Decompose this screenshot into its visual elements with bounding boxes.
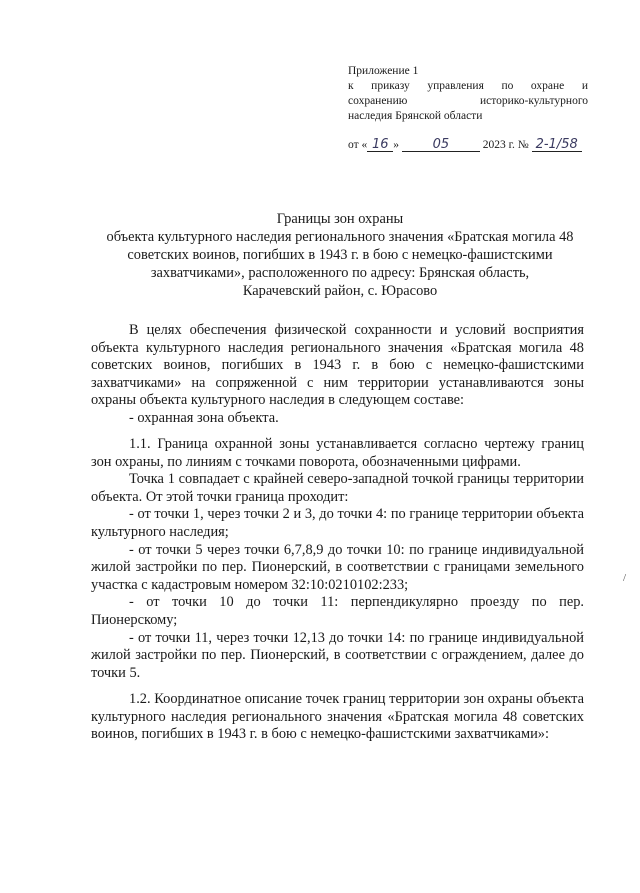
- appendix-title: Приложение 1: [348, 65, 419, 77]
- intro-list-item: - охранная зона объекта.: [129, 409, 279, 426]
- section-1-2-lead: 1.2. Координатное описание точек границ территории зон охраны объекта культурного наследия регионального значения «Братская могила 48 советских воинов, погибших в 1943 г. в бою с немецко-фашистскими захватчиками»:: [91, 691, 584, 743]
- appendix-line-1: к приказу управления по охране и: [348, 80, 588, 92]
- title-line-5: Карачевский район, с. Юрасово: [242, 283, 438, 299]
- appendix-line-2: сохранению историко-культурного: [348, 95, 588, 107]
- section-1-1-lead: 1.1. Граница охранной зоны устанавливается согласно чертежу границ зон охраны, по линиям с точками поворота, обозначенными цифрами.: [91, 436, 584, 470]
- order-year: 2023 г. №: [482, 139, 529, 151]
- section-1-1: [91, 436, 584, 682]
- title-line-3: советских воинов, погибших в 1943 г. в бою с немецко-фашистскими: [127, 247, 553, 263]
- document-title: [80, 210, 600, 300]
- boundary-item-1: - от точки 1, через точки 2 и 3, до точки 4: по границе территории объекта культурного наследия;: [91, 506, 584, 540]
- margin-mark: /: [623, 572, 627, 584]
- title-line-1: Границы зон охраны: [276, 211, 404, 227]
- title-line-4: захватчиками», расположенного по адресу: Брянская область,: [150, 265, 530, 281]
- boundary-item-2: - от точки 5 через точки 6,7,8,9 до точки 10: по границе индивидуальной жилой застройки по пер. Пионерский, в соответствии с границами земельного участка с кадастровым номером 32:10:0210102:233;: [91, 541, 584, 593]
- section-1-2: [91, 691, 584, 744]
- boundary-item-3: - от точки 10 до точки 11: перпендикулярно проезду по пер. Пионерскому;: [91, 594, 584, 628]
- boundary-item-4: - от точки 11, через точки 12,13 до точки 14: по границе индивидуальной жилой застройки по пер. Пионерский, в соответствии с ограждением, далее до точки 5.: [91, 629, 584, 681]
- order-prefix: от «: [348, 139, 368, 151]
- appendix-line-3: наследия Брянской области: [348, 110, 483, 122]
- order-number: 2-1/58: [532, 138, 582, 152]
- appendix-header: [348, 64, 588, 124]
- intro-paragraph: В целях обеспечения физической сохранности и условий восприятия объекта культурного наследия регионального значения «Братская могила 48 советских воинов, погибших в 1943 г. в бою с немецко-фашистскими захватчиками» на сопряженной с ним территории устанавливаются зоны охраны объекта культурного наследия в следующем составе:: [91, 322, 584, 409]
- order-month: 05: [402, 138, 480, 152]
- intro-section: [91, 322, 584, 428]
- section-1-1-point-1: Точка 1 совпадает с крайней северо-западной точкой границы территории объекта. От этой точки граница проходит:: [91, 471, 584, 505]
- title-line-2: объекта культурного наследия регионального значения «Братская могила 48: [106, 229, 574, 245]
- order-date-line: [348, 138, 588, 153]
- order-mid: »: [393, 139, 399, 151]
- order-day: 16: [367, 138, 393, 152]
